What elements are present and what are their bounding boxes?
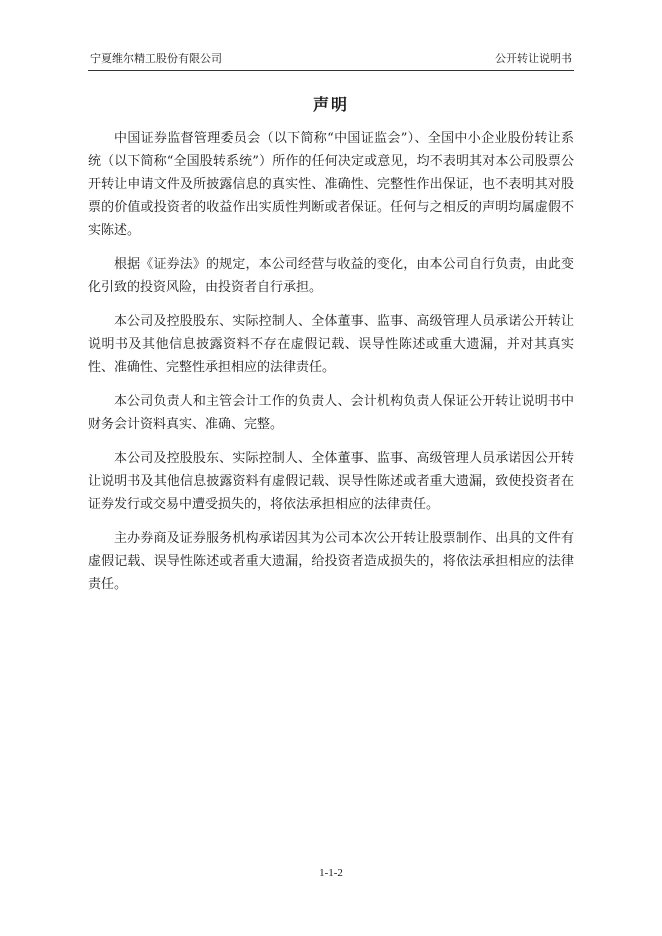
paragraph-securities-law: 根据《证券法》的规定，本公司经营与收益的变化，由本公司自行负责，由此变化引致的投资风险，由投资者自行承担。 (88, 257, 574, 295)
paragraph-regulator-disclaimer: 中国证券监督管理委员会（以下简称“中国证监会”）、全国中小企业股份转让系统（以下简称“全国股转系统”）所作的任何决定或意见，均不表明其对本公司股票公开转让申请文件及所披露信息的真实性、准确性、完整性作出保证，也不表明其对股票的价值或投资者的收益作出实质性判断或者保证。任何与之相反的声明均属虚假不实陈述。 (88, 131, 574, 238)
paragraph-management-commitment: 本公司及控股股东、实际控制人、全体董事、监事、高级管理人员承诺公开转让说明书及其他信息披露资料不存在虚假记载、误导性陈述或重大遗漏，并对其真实性、准确性、完整性承担相应的法律责任。 (88, 314, 574, 375)
paragraph-liability-commitment: 本公司及控股股东、实际控制人、全体董事、监事、高级管理人员承诺因公开转让说明书及其他信息披露资料有虚假记载、误导性陈述或者重大遗漏，致使投资者在证券发行或交易中遭受损失的，将依法承担相应的法律责任。 (88, 451, 574, 512)
declaration-body (88, 127, 574, 607)
page-header (88, 50, 574, 71)
header-company-name: 宁夏维尔精工股份有限公司 (90, 52, 222, 65)
paragraph-sponsor-commitment: 主办券商及证券服务机构承诺因其为公司本次公开转让股票制作、出具的文件有虚假记载、误导性陈述或者重大遗漏，给投资者造成损失的，将依法承担相应的法律责任。 (88, 531, 574, 592)
page-title: 声明 (312, 95, 349, 114)
paragraph-financial-accuracy: 本公司负责人和主管会计工作的负责人、会计机构负责人保证公开转让说明书中财务会计资料真实、准确、完整。 (88, 394, 574, 432)
header-document-type: 公开转让说明书 (495, 52, 572, 65)
page-number: 1-1-2 (319, 867, 343, 879)
